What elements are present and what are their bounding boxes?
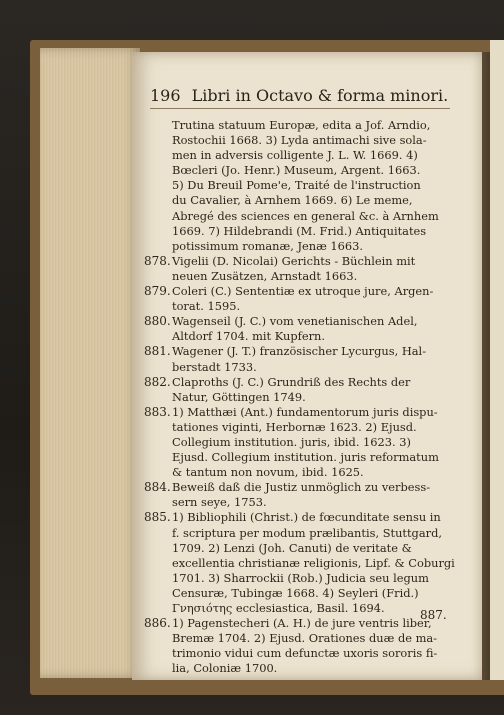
entry-number: 880. xyxy=(144,314,171,329)
entry-line: 1) Pagenstecheri (A. H.) de jure ventris liber, xyxy=(172,616,432,631)
entry-line: Ejusd. Collegium institution. juris reformatum xyxy=(172,450,439,465)
entry-line: 5) Du Breuil Pome'e, Traité de l'instruction xyxy=(172,178,421,193)
entry-line: 1) Matthæi (Ant.) fundamentorum juris dispu- xyxy=(172,404,438,419)
catalogue-entry xyxy=(144,480,462,510)
entry-number: 883. xyxy=(144,404,171,419)
entry-number: 882. xyxy=(144,374,171,389)
entry-line: lia, Coloniæ 1700. xyxy=(172,661,278,676)
entry-line: Collegium institution. juris, ibid. 1623. 3) xyxy=(172,434,411,449)
entry-line: & tantum non novum, ibid. 1625. xyxy=(172,465,364,480)
entry-line: 1669. 7) Hildebrandi (M. Frid.) Antiquitates xyxy=(172,223,427,238)
entry-number: 878. xyxy=(144,253,171,268)
entry-line: 1) Bibliophili (Christ.) de fœcunditate sensu in xyxy=(172,510,441,525)
catchword: 887. xyxy=(420,608,447,622)
entry-number: 886. xyxy=(144,616,171,631)
page-edges xyxy=(40,48,140,678)
entry-line: excellentia christianæ religionis, Lipf. & Coburgi xyxy=(172,555,455,570)
entry-line: Rostochii 1668. 3) Lyda antimachi sive sola- xyxy=(172,133,427,148)
entry-line: Censuræ, Tubingæ 1668. 4) Seyleri (Frid.) xyxy=(172,585,419,600)
page-number: 196 xyxy=(150,86,181,105)
entry-line: tationes viginti, Herbornæ 1623. 2) Ejusd. xyxy=(172,419,417,434)
entry-line: men in adversis colligente J. L. W. 1669. 4) xyxy=(172,148,418,163)
entry-line: Wagener (J. T.) französischer Lycurgus, Hal- xyxy=(172,344,427,359)
entry-line: Abregé des sciences en general &c. à Arnhem xyxy=(172,208,439,223)
entry-line: Beweiß daß die Justiz unmöglich zu verbess- xyxy=(172,480,431,495)
entry-number: 885. xyxy=(144,510,171,525)
entry-line: Trutina statuum Europæ, edita a Jof. Arndio, xyxy=(172,118,431,132)
adjacent-page-edge xyxy=(490,40,504,680)
page-header xyxy=(150,86,470,110)
entry-line: Altdorf 1704. mit Kupfern. xyxy=(172,329,325,344)
entry-line: torat. 1595. xyxy=(172,299,241,314)
entry-number: 881. xyxy=(144,344,171,359)
entry-line: potissimum romanæ, Jenæ 1663. xyxy=(172,238,364,253)
entry-line: Vigelii (D. Nicolai) Gerichts - Büchlein mit xyxy=(172,253,416,268)
entry-line: trimonio vidui cum defunctæ uxoris sororis fi- xyxy=(172,646,438,661)
catalogue-entry xyxy=(144,314,462,344)
entry-line: Γνησιότης ecclesiastica, Basil. 1694. xyxy=(172,601,385,615)
catalogue-entry xyxy=(144,344,462,374)
catalogue-entries xyxy=(144,118,462,676)
catalogue-entry xyxy=(144,616,462,676)
entry-line: Bremæ 1704. 2) Ejusd. Orationes duæ de ma- xyxy=(172,631,438,646)
entry-line: Coleri (C.) Sententiæ ex utroque jure, Argen- xyxy=(172,284,434,299)
entry-line: 1701. 3) Sharrockii (Rob.) Judicia seu legum xyxy=(172,570,429,585)
entry-line: du Cavalier, à Arnhem 1669. 6) Le meme, xyxy=(172,193,413,208)
running-title: Libri in Octavo & forma minori. xyxy=(191,86,449,105)
entry-line: Bœcleri (Jo. Henr.) Museum, Argent. 1663. xyxy=(172,163,421,178)
entry-line: sern seye, 1753. xyxy=(172,495,267,510)
entry-line: 1709. 2) Lenzi (Joh. Canuti) de veritate & xyxy=(172,540,412,555)
entry-line: neuen Zusätzen, Arnstadt 1663. xyxy=(172,268,358,283)
catalogue-entry xyxy=(144,404,462,480)
entry-number: 879. xyxy=(144,284,171,299)
entry-line: Wagenseil (J. C.) vom venetianischen Adel, xyxy=(172,314,418,329)
entry-number: 884. xyxy=(144,480,171,495)
catalogue-entry xyxy=(144,510,462,616)
entry-line: Claproths (J. C.) Grundriß des Rechts der xyxy=(172,374,411,389)
entry-line: f. scriptura per modum prælibantis, Stuttgard, xyxy=(172,525,442,540)
entry-line: berstadt 1733. xyxy=(172,359,257,374)
catalogue-entry xyxy=(144,374,462,405)
catalogue-entry xyxy=(144,253,462,284)
header-rule xyxy=(150,108,450,109)
entry-line: Natur, Göttingen 1749. xyxy=(172,389,306,404)
catalogue-entry xyxy=(172,118,462,254)
catalogue-entry xyxy=(144,284,462,314)
